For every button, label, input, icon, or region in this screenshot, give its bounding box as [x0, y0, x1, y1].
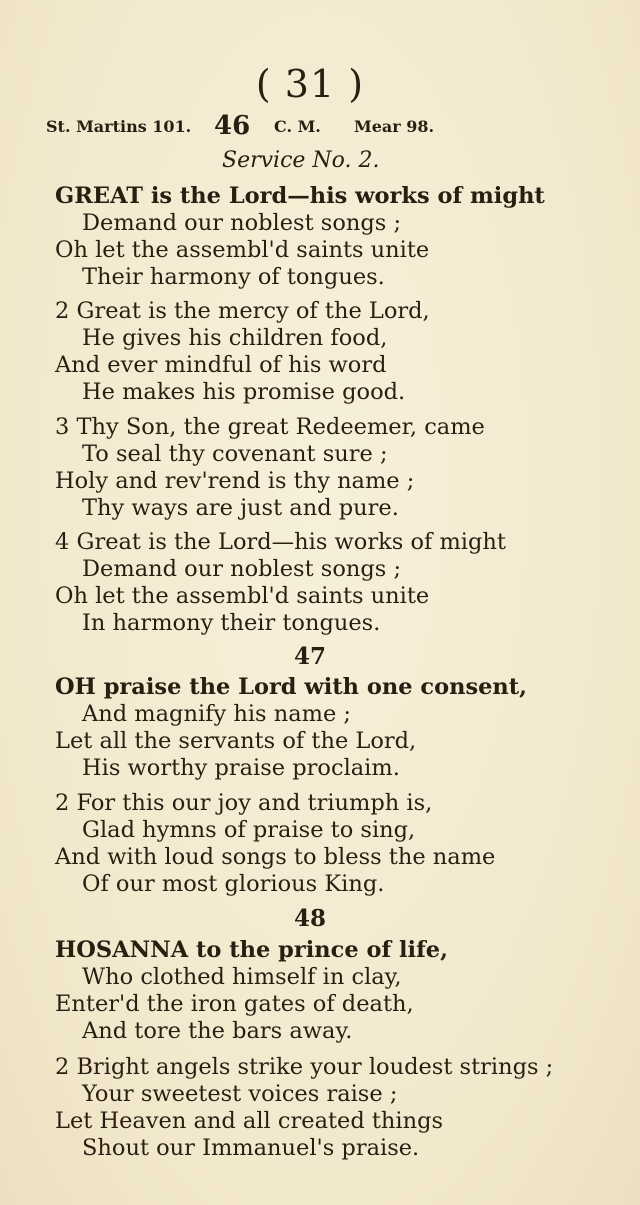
verse-line: 3 Thy Son, the great Redeemer, came: [55, 414, 485, 440]
verse-line: Their harmony of tongues.: [82, 264, 385, 290]
verse-line: And ever mindful of his word: [55, 352, 387, 378]
hymn-number-48: 48: [293, 905, 326, 932]
page-number: ( 31 ): [255, 62, 365, 106]
verse-line: Let all the servants of the Lord,: [55, 728, 417, 754]
verse-line: Let Heaven and all created things: [55, 1108, 444, 1134]
verse-line: HOSANNA to the prince of life,: [55, 937, 448, 963]
verse-line: Holy and rev'rend is thy name ;: [55, 468, 415, 494]
service-heading: Service No. 2.: [222, 148, 380, 173]
verse-line: 2 Bright angels strike your loudest strings ;: [55, 1054, 554, 1080]
verse-line: GREAT is the Lord—his works of might: [55, 183, 545, 209]
verse-line: He makes his promise good.: [82, 379, 406, 405]
verse-line: Glad hymns of praise to sing,: [82, 817, 416, 843]
verse-line: He gives his children food,: [82, 325, 388, 351]
meter: C. M.: [274, 117, 321, 136]
verse-line: Shout our Immanuel's praise.: [82, 1135, 420, 1161]
verse-line: Thy ways are just and pure.: [82, 495, 399, 521]
verse-line: 2 Great is the mercy of the Lord,: [55, 298, 430, 324]
verse-line: Oh let the assembl'd saints unite: [55, 583, 430, 609]
verse-line: To seal thy covenant sure ;: [82, 441, 388, 467]
verse-line: And magnify his name ;: [82, 701, 352, 727]
verse-line: And tore the bars away.: [82, 1018, 353, 1044]
verse-line: In harmony their tongues.: [82, 610, 381, 636]
verse-line: Your sweetest voices raise ;: [82, 1081, 398, 1107]
hymn-number-47: 47: [293, 643, 326, 670]
alternate-tune: Mear 98.: [354, 117, 435, 136]
verse-line: 2 For this our joy and triumph is,: [55, 790, 433, 816]
verse-line: His worthy praise proclaim.: [82, 755, 400, 781]
tune-name: St. Martins 101.: [46, 117, 192, 136]
verse-line: Oh let the assembl'd saints unite: [55, 237, 430, 263]
verse-line: Enter'd the iron gates of death,: [55, 991, 414, 1017]
verse-line: Of our most glorious King.: [82, 871, 385, 897]
verse-line: Demand our noblest songs ;: [82, 210, 402, 236]
verse-line: 4 Great is the Lord—his works of might: [55, 529, 506, 555]
verse-line: OH praise the Lord with one consent,: [55, 674, 528, 700]
verse-line: Demand our noblest songs ;: [82, 556, 402, 582]
hymn-number: 46: [214, 111, 251, 141]
verse-line: Who clothed himself in clay,: [82, 964, 402, 990]
verse-line: And with loud songs to bless the name: [55, 844, 496, 870]
